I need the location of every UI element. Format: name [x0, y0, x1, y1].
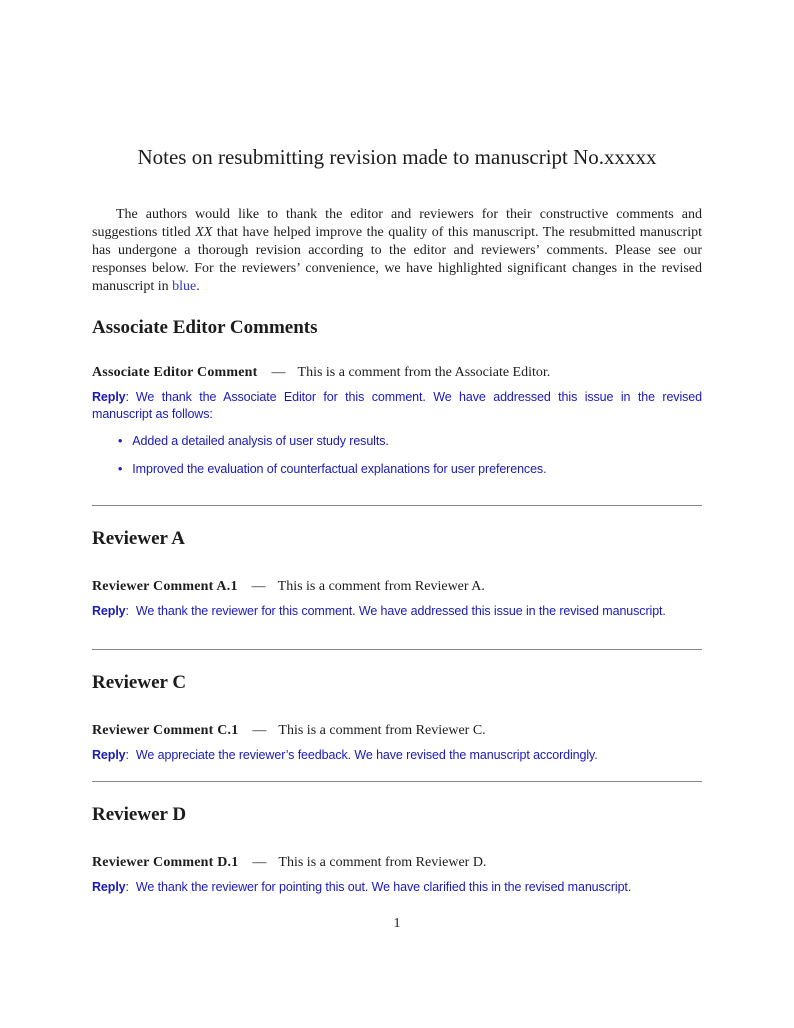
- reply-colon: :: [125, 604, 129, 618]
- reply-text: We thank the Associate Editor for this comment. We have addressed this issue in the revised manuscript as follows:: [92, 390, 702, 421]
- section-heading-reviewer-c: Reviewer C: [92, 672, 187, 693]
- intro-text-before: The authors would like to thank the editor and reviewers for their constructive comments and suggestions titled: [92, 207, 702, 240]
- section-divider: [92, 505, 702, 506]
- reply-line: [92, 603, 702, 620]
- bullet-text: Improved the evaluation of counterfactual explanations for user preferences.: [132, 462, 547, 476]
- comment-text: This is a comment from Reviewer D.: [278, 855, 487, 870]
- em-dash: —: [271, 365, 286, 380]
- section-divider: [92, 649, 702, 650]
- comment-label: Reviewer Comment D.1: [92, 855, 239, 870]
- document-title: Notes on resubmitting revision made to manuscript No.xxxxx: [137, 145, 657, 169]
- reply-colon: :: [125, 748, 129, 762]
- comment-line: [92, 854, 702, 872]
- section-heading-associate-editor: Associate Editor Comments: [92, 317, 318, 338]
- comment-text: This is a comment from Reviewer C.: [278, 723, 486, 738]
- reply-text: We thank the reviewer for this comment. We have addressed this issue in the revised manuscript.: [135, 604, 666, 618]
- intro-trailing-period: .: [196, 279, 200, 294]
- reply-text: We appreciate the reviewer’s feedback. We have revised the manuscript accordingly.: [135, 748, 598, 762]
- reply-line: [92, 747, 702, 764]
- comment-text: This is a comment from Reviewer A.: [277, 579, 485, 594]
- page-number: 1: [393, 916, 401, 931]
- bullet-text: Added a detailed analysis of user study results.: [132, 434, 389, 448]
- reply-line: [92, 389, 702, 423]
- reply-colon: :: [125, 880, 129, 894]
- comment-label: Associate Editor Comment: [92, 365, 258, 380]
- highlight-word-blue: blue: [172, 279, 197, 294]
- bullet-icon: •: [118, 434, 123, 448]
- reply-bullet-list: [92, 433, 702, 478]
- reply-line: [92, 879, 702, 896]
- intro-paragraph: [92, 206, 702, 296]
- list-item: [118, 433, 702, 450]
- em-dash: —: [252, 855, 267, 870]
- reply-text: We thank the reviewer for pointing this out. We have clarified this in the revised manuscript.: [135, 880, 632, 894]
- section-heading-reviewer-d: Reviewer D: [92, 804, 187, 825]
- reply-label: Reply: [92, 390, 126, 404]
- comment-label: Reviewer Comment A.1: [92, 579, 238, 594]
- em-dash: —: [252, 723, 267, 738]
- comment-line: [92, 722, 702, 740]
- reply-label: Reply: [92, 880, 126, 894]
- bullet-icon: •: [118, 462, 123, 476]
- section-divider: [92, 781, 702, 782]
- comment-text: This is a comment from the Associate Editor.: [297, 365, 551, 380]
- intro-text-after: that have helped improve the quality of this manuscript. The resubmitted manuscript has undergone a thorough revision according to the editor and reviewers’ comments. Please see our responses below. For the reviewers’ convenience, we have highlighted significant changes in the revised manuscript in: [92, 225, 702, 294]
- reply-label: Reply: [92, 604, 126, 618]
- section-heading-reviewer-a: Reviewer A: [92, 528, 186, 549]
- list-item: [118, 461, 702, 478]
- reply-colon: :: [125, 390, 129, 404]
- comment-line: [92, 364, 702, 382]
- reply-label: Reply: [92, 748, 126, 762]
- em-dash: —: [251, 579, 266, 594]
- comment-label: Reviewer Comment C.1: [92, 723, 239, 738]
- comment-line: [92, 578, 702, 596]
- manuscript-title-placeholder: XX: [195, 225, 213, 240]
